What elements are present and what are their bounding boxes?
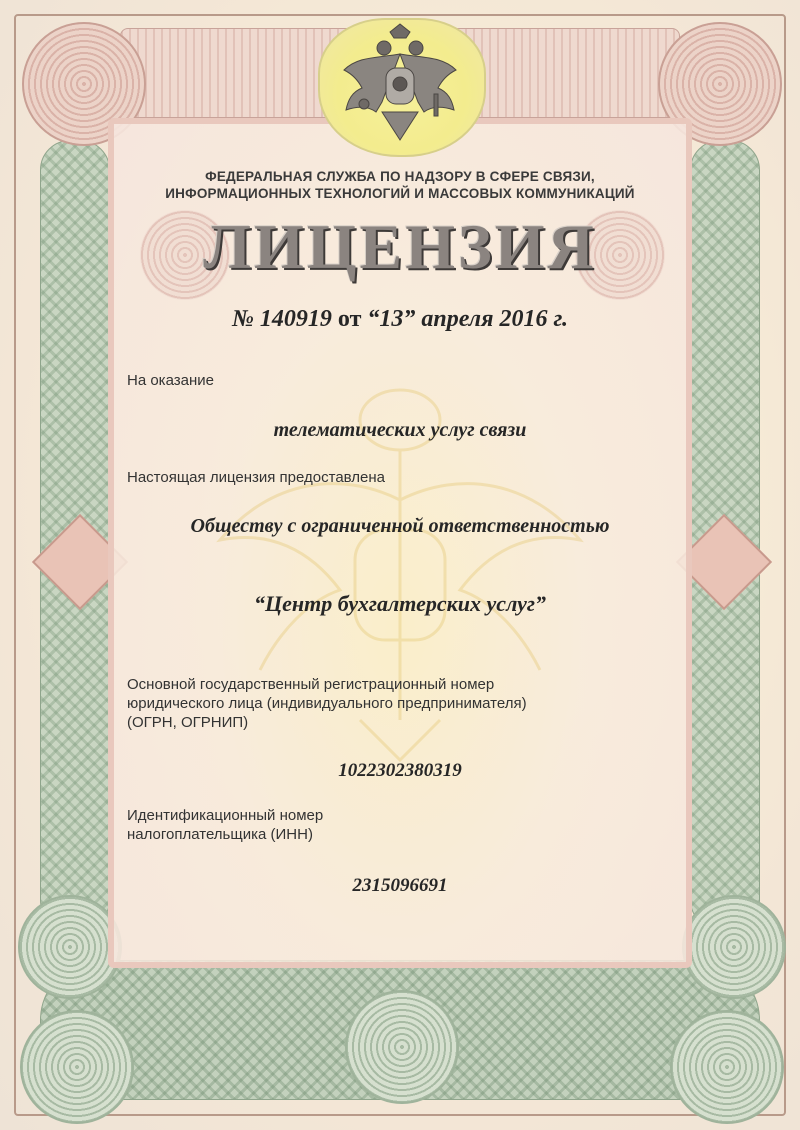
organization-form: Обществу с ограниченной ответственностью bbox=[190, 515, 610, 537]
issuing-agency bbox=[100, 168, 700, 202]
inn-label-line-1: Идентификационный номер bbox=[127, 807, 324, 824]
license-number: 140919 bbox=[259, 306, 332, 332]
state-emblem bbox=[318, 18, 482, 153]
ogrn-label-line-3: (ОГРН, ОГРНИП) bbox=[127, 714, 249, 731]
bottom-center-rosette bbox=[345, 990, 459, 1104]
rosette-lower-right bbox=[682, 895, 786, 999]
rosette-lower-left bbox=[18, 895, 122, 999]
granted-label: Настоящая лицензия предоставлена bbox=[127, 469, 386, 486]
date-month-year: апреля 2016 г. bbox=[421, 306, 569, 332]
date-day: “13” bbox=[367, 306, 416, 332]
inn-label bbox=[127, 806, 323, 844]
corner-rosette-bottom-right bbox=[670, 1010, 784, 1124]
organization-name: “Центр бухгалтерских услуг” bbox=[254, 591, 546, 616]
inn-label-line-2: налогоплательщика (ИНН) bbox=[127, 826, 313, 843]
agency-line-1: ФЕДЕРАЛЬНАЯ СЛУЖБА ПО НАДЗОРУ В СФЕРЕ СВЯЗИ, bbox=[205, 169, 595, 184]
date-from: от bbox=[337, 306, 362, 332]
number-prefix: № bbox=[231, 306, 254, 332]
agency-line-2: ИНФОРМАЦИОННЫХ ТЕХНОЛОГИЙ И МАССОВЫХ КОММУНИКАЦИЙ bbox=[165, 186, 635, 201]
double-headed-eagle-icon bbox=[318, 18, 482, 153]
ogrn-label-line-2: юридического лица (индивидуального предпринимателя) bbox=[127, 695, 527, 712]
service-label: На оказание bbox=[127, 372, 214, 389]
ogrn-label-line-1: Основной государственный регистрационный номер bbox=[127, 676, 495, 693]
document-title: ЛИЦЕНЗИЯ bbox=[203, 211, 597, 282]
service-value: телематических услуг связи bbox=[273, 419, 527, 441]
corner-rosette-bottom-left bbox=[20, 1010, 134, 1124]
inn-value: 2315096691 bbox=[352, 875, 448, 896]
ogrn-value: 1022302380319 bbox=[338, 760, 462, 781]
ogrn-label bbox=[127, 675, 527, 732]
license-number-line bbox=[100, 306, 700, 333]
